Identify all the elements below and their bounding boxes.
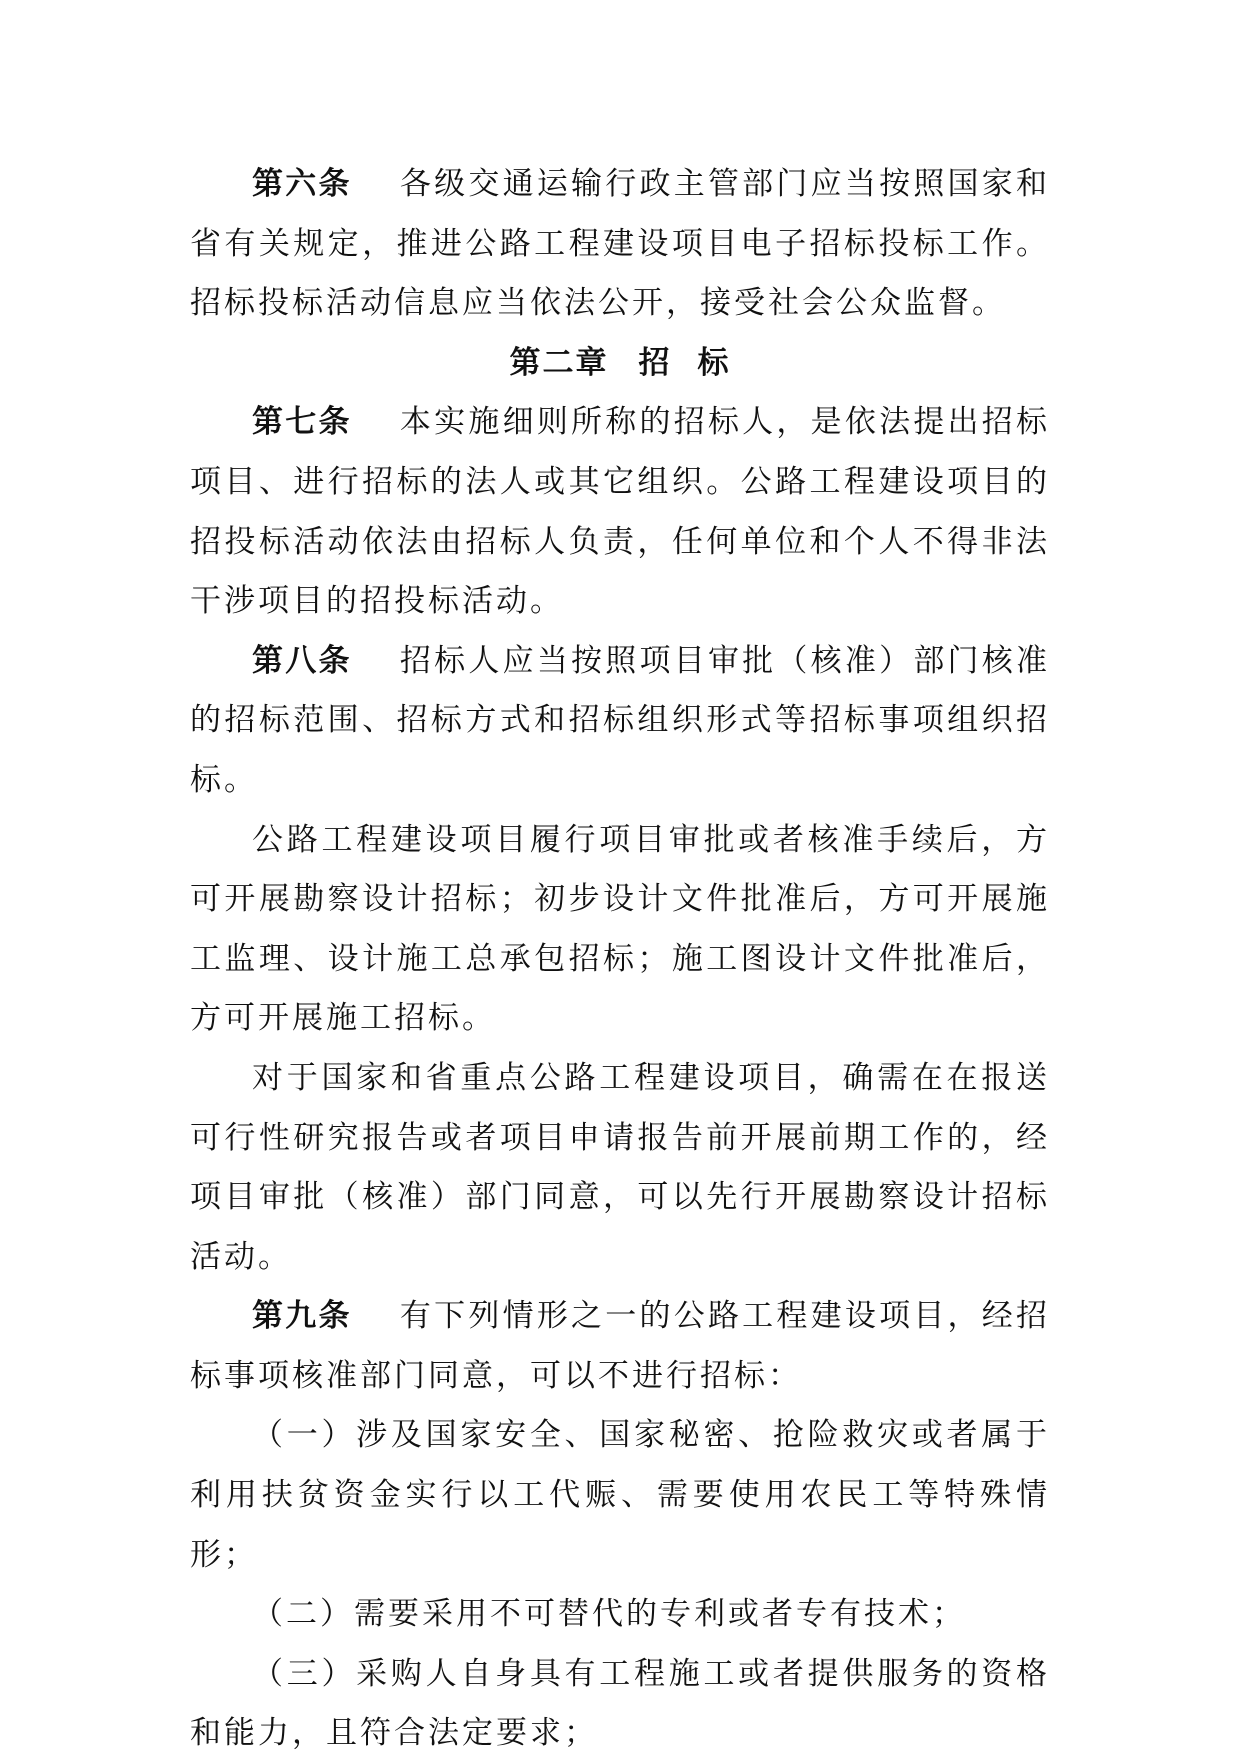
article-9-text: 有下列情形之一的公路工程建设项目，经招标事项核准部门同意，可以不进行招标： (190, 1298, 1051, 1394)
article-8-paragraph-3: 对于国家和省重点公路工程建设项目，确需在在报送可行性研究报告或者项目申请报告前开展前期工作的，经项目审批（核准）部门同意，可以先行开展勘察设计招标活动。 (190, 1059, 1050, 1275)
chapter-heading (190, 334, 1050, 394)
article-9-item-3: （三）采购人自身具有工程施工或者提供服务的资格和能力，且符合法定要求； (190, 1655, 1050, 1752)
article-9-number: 第九条 (252, 1298, 352, 1335)
article-7-text: 本实施细则所称的招标人，是依法提出招标项目、进行招标的法人或其它组织。公路工程建设项目的招投标活动依法由招标人负责，任何单位和个人不得非法干涉项目的招投标活动。 (190, 404, 1051, 620)
chapter-number: 第二章 (509, 344, 609, 381)
article-6-text: 各级交通运输行政主管部门应当按照国家和省有关规定，推进公路工程建设项目电子招标投标工作。招标投标活动信息应当依法公开，接受社会公众监督。 (190, 166, 1051, 322)
article-7-number: 第七条 (252, 404, 352, 441)
chapter-title-char-1: 招 (638, 344, 672, 381)
article-8-paragraph-2: 公路工程建设项目履行项目审批或者核准手续后，方可开展勘察设计招标；初步设计文件批准后，方可开展施工监理、设计施工总承包招标；施工图设计文件批准后，方可开展施工招标。 (190, 821, 1050, 1037)
article-8 (190, 632, 1050, 811)
chapter-title-char-2: 标 (697, 344, 731, 381)
article-8-number: 第八条 (252, 642, 352, 679)
article-6-number: 第六条 (252, 166, 352, 202)
document-page (190, 155, 1050, 1764)
article-8-text: 招标人应当按照项目审批（核准）部门核准的招标范围、招标方式和招标组织形式等招标事项组织招标。 (190, 642, 1051, 798)
article-9-item-1: （一）涉及国家安全、国家秘密、抢险救灾或者属于利用扶贫资金实行以工代赈、需要使用农民工等特殊情形； (190, 1417, 1050, 1573)
article-9 (190, 1287, 1050, 1406)
article-9-item-2: （二）需要采用不可替代的专利或者专有技术； (252, 1596, 966, 1633)
article-7 (190, 393, 1050, 631)
article-6 (190, 155, 1050, 334)
